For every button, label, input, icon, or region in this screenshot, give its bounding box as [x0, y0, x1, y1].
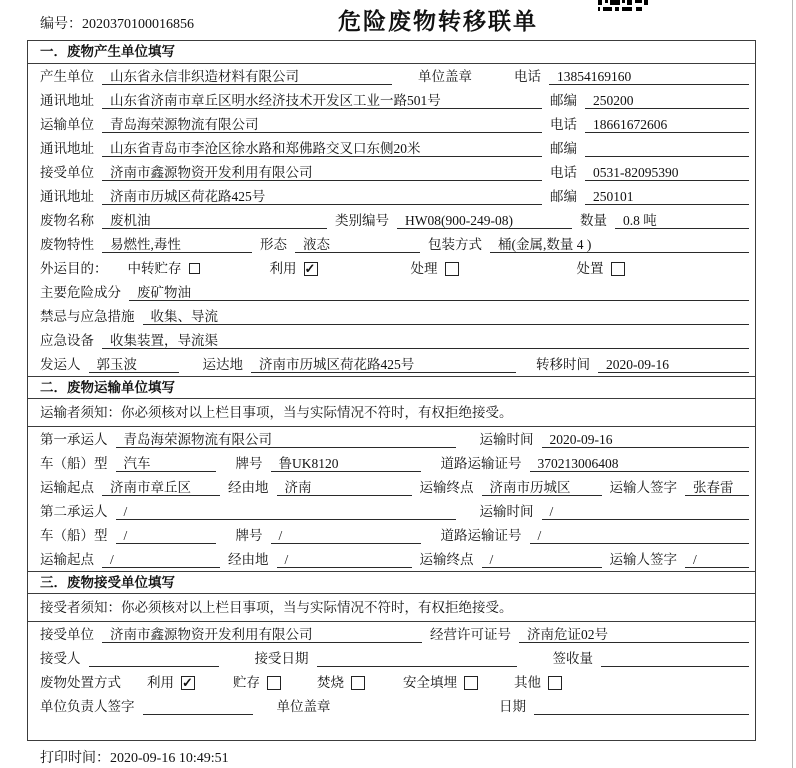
transporter-value: 青岛海荣源物流有限公司 — [102, 116, 542, 133]
equipment-label: 应急设备 — [40, 333, 94, 348]
transfer-time-label: 转移时间 — [536, 357, 590, 372]
disposal-option-incinerate — [317, 674, 365, 691]
category-label: 类别编号 — [335, 213, 389, 228]
date-value — [534, 698, 749, 715]
via-label: 经由地 — [228, 552, 269, 567]
row-disposal — [28, 670, 755, 694]
receipt-amount-label: 签收量 — [552, 651, 593, 666]
purpose-option-utilize — [270, 260, 318, 277]
purpose-option-treat — [411, 260, 459, 277]
page-title: 危险废物转移联单 — [338, 9, 538, 34]
vehicle-type-1-value: 汽车 — [116, 455, 216, 472]
address-label: 通讯地址 — [40, 141, 94, 156]
road-permit-label: 道路运输证号 — [440, 456, 522, 471]
producer-address-value: 山东省济南市章丘区明水经济技术开发区工业一路501号 — [102, 92, 542, 109]
license-value: 济南危证02号 — [519, 626, 749, 643]
disposal-label: 废物处置方式 — [40, 675, 121, 690]
receive-date-label: 接受日期 — [254, 651, 309, 666]
category-value: HW08(900-249-08) — [397, 212, 572, 229]
producer-value: 山东省永信非织造材料有限公司 — [102, 68, 392, 85]
serial-label: 编号： — [40, 17, 82, 32]
traits-label: 废物特性 — [40, 237, 94, 252]
print-time-label: 打印时间： — [40, 751, 110, 766]
endpoint-1-value: 济南市历城区 — [482, 479, 602, 496]
landfill-label: 安全填埋 — [403, 675, 457, 690]
endpoint-label: 运输终点 — [419, 480, 474, 495]
waste-name-value: 废机油 — [102, 212, 327, 229]
via-1-value: 济南 — [277, 479, 412, 496]
print-time-value: 2020-09-16 10:49:51 — [110, 751, 229, 766]
origin-1-value: 济南市章丘区 — [102, 479, 220, 496]
receiver-address-value: 济南市历城区荷花路425号 — [102, 188, 542, 205]
taboo-value: 收集、导流 — [143, 308, 750, 325]
address-label: 通讯地址 — [40, 189, 94, 204]
row-taboo — [28, 304, 755, 328]
plate-label: 牌号 — [235, 456, 263, 471]
transport-time-label: 运输时间 — [479, 504, 534, 519]
row-hazard — [28, 280, 755, 304]
receive-person-label: 接受人 — [40, 651, 81, 666]
row-route-2 — [28, 547, 755, 571]
transport-time-1-value: 2020-09-16 — [542, 431, 750, 448]
plate-2-value: / — [271, 527, 421, 544]
disposal-option-other — [514, 674, 562, 691]
endpoint-label: 运输终点 — [419, 552, 474, 567]
second-carrier-label: 第二承运人 — [40, 504, 108, 519]
unit-seal-label: 单位盖章 — [276, 699, 331, 714]
purpose-option-dispose — [577, 260, 625, 277]
section3-header: 三．废物接受单位填写 — [28, 571, 755, 594]
receive-person-value — [89, 650, 219, 667]
taboo-label: 禁忌与应急措施 — [40, 309, 135, 324]
dispose-label: 处置 — [576, 261, 604, 276]
quantity-value: 0.8 吨 — [615, 212, 749, 229]
row-head-sign — [28, 694, 755, 718]
carrier-sign-2-value: / — [685, 551, 749, 568]
receive-unit-label: 接受单位 — [40, 627, 94, 642]
producer-label: 产生单位 — [40, 69, 94, 84]
form-label: 形态 — [260, 237, 287, 252]
road-permit-label: 道路运输证号 — [440, 528, 522, 543]
utilize-checkbox-icon — [304, 262, 318, 276]
receipt-amount-value — [601, 650, 749, 667]
serial-number: 2020370100016856 — [82, 17, 194, 32]
transporter-address-value: 山东省青岛市李沧区徐水路和郑佛路交叉口东侧20米 — [102, 140, 542, 157]
plate-label: 牌号 — [235, 528, 263, 543]
storage-label: 贮存 — [233, 675, 260, 690]
zip-label: 邮编 — [550, 93, 577, 108]
producer-zip-value: 250200 — [585, 92, 749, 109]
section2-header: 二．废物运输单位填写 — [28, 376, 755, 399]
row-producer — [28, 64, 755, 88]
endpoint-2-value: / — [482, 551, 602, 568]
row-vehicle-2 — [28, 523, 755, 547]
incinerate-checkbox-icon — [351, 676, 365, 690]
shipper-value: 郭玉波 — [89, 356, 179, 373]
row-route-1 — [28, 475, 755, 499]
license-label: 经营许可证号 — [430, 627, 511, 642]
receiver-value: 济南市鑫源物资开发利用有限公司 — [102, 164, 542, 181]
first-carrier-label: 第一承运人 — [40, 432, 108, 447]
transporter-label: 运输单位 — [40, 117, 94, 132]
receiver-label: 接受单位 — [40, 165, 94, 180]
via-2-value: / — [277, 551, 412, 568]
page-edge-divider — [792, 0, 793, 768]
storage-checkbox-icon — [267, 676, 281, 690]
manifest-form — [27, 40, 756, 741]
unit-seal-label: 单位盖章 — [418, 69, 472, 84]
second-carrier-value: / — [116, 503, 456, 520]
head-sign-label: 单位负责人签字 — [40, 699, 135, 714]
date-label: 日期 — [499, 699, 526, 714]
transit-storage-label: 中转贮存 — [127, 261, 182, 276]
landfill-checkbox-icon — [464, 676, 478, 690]
receive-unit-value: 济南市鑫源物资开发利用有限公司 — [102, 626, 422, 643]
transport-time-2-value: / — [542, 503, 750, 520]
head-sign-value — [143, 698, 253, 715]
row-equipment — [28, 328, 755, 352]
section1-header: 一．废物产生单位填写 — [28, 41, 755, 64]
zip-label: 邮编 — [550, 141, 577, 156]
origin-label: 运输起点 — [40, 552, 94, 567]
utilize-label: 利用 — [147, 675, 174, 690]
transit-storage-checkbox-icon — [189, 263, 200, 274]
receiver-notice: 接受者须知：你必须核对以上栏目事项，当与实际情况不符时，有权拒绝接受。 — [28, 594, 755, 622]
vehicle-type-label: 车（船）型 — [40, 456, 108, 471]
zip-label: 邮编 — [550, 189, 577, 204]
hazard-value: 废矿物油 — [129, 284, 749, 301]
disposal-option-storage — [233, 674, 281, 691]
row-receiver-address — [28, 184, 755, 208]
row-producer-address — [28, 88, 755, 112]
destination-value: 济南市历城区荷花路425号 — [251, 356, 516, 373]
utilize-checkbox-icon — [181, 676, 195, 690]
disposal-option-utilize — [147, 674, 195, 691]
receive-date-value — [317, 650, 517, 667]
destination-label: 运达地 — [202, 357, 243, 372]
receiver-zip-value: 250101 — [585, 188, 749, 205]
row-vehicle-1 — [28, 451, 755, 475]
waste-name-label: 废物名称 — [40, 213, 94, 228]
treat-checkbox-icon — [445, 262, 459, 276]
via-label: 经由地 — [228, 480, 269, 495]
origin-2-value: / — [102, 551, 220, 568]
packing-label: 包装方式 — [428, 237, 482, 252]
carrier-sign-label: 运输人签字 — [609, 480, 677, 495]
transfer-time-value: 2020-09-16 — [598, 356, 749, 373]
transporter-phone-value: 18661672606 — [585, 116, 749, 133]
traits-value: 易燃性,毒性 — [102, 236, 252, 253]
row-receive-person — [28, 646, 755, 670]
disposal-option-landfill — [403, 674, 478, 691]
shipper-label: 发运人 — [40, 357, 81, 372]
other-checkbox-icon — [548, 676, 562, 690]
treat-label: 处理 — [410, 261, 438, 276]
road-permit-2-value: / — [530, 527, 750, 544]
purpose-option-transit-storage — [128, 260, 200, 277]
row-second-carrier — [28, 499, 755, 523]
form-value: 液态 — [295, 236, 420, 253]
row-waste-name — [28, 208, 755, 232]
row-transporter-address — [28, 136, 755, 160]
address-label: 通讯地址 — [40, 93, 94, 108]
utilize-label: 利用 — [269, 261, 297, 276]
phone-label: 电话 — [514, 69, 541, 84]
other-label: 其他 — [514, 675, 541, 690]
origin-label: 运输起点 — [40, 480, 94, 495]
receiver-phone-value: 0531-82095390 — [585, 164, 749, 181]
hazard-label: 主要危险成分 — [40, 285, 121, 300]
road-permit-1-value: 370213006408 — [530, 455, 750, 472]
transport-time-label: 运输时间 — [479, 432, 534, 447]
incinerate-label: 焚烧 — [317, 675, 344, 690]
transporter-notice: 运输者须知：你必须核对以上栏目事项，当与实际情况不符时，有权拒绝接受。 — [28, 399, 755, 427]
producer-phone-value: 13854169160 — [549, 68, 749, 85]
vehicle-type-2-value: / — [116, 527, 216, 544]
row-waste-traits — [28, 232, 755, 256]
dispose-checkbox-icon — [611, 262, 625, 276]
row-receive-unit — [28, 622, 755, 646]
phone-label: 电话 — [550, 117, 577, 132]
packing-value: 桶(金属,数量 4 ) — [490, 236, 749, 253]
quantity-label: 数量 — [580, 213, 607, 228]
phone-label: 电话 — [550, 165, 577, 180]
carrier-sign-1-value: 张春雷 — [685, 479, 749, 496]
plate-1-value: 鲁UK8120 — [271, 455, 421, 472]
vehicle-type-label: 车（船）型 — [40, 528, 108, 543]
row-shipper — [28, 352, 755, 376]
row-receiver — [28, 160, 755, 184]
row-transporter — [28, 112, 755, 136]
row-purpose — [28, 256, 755, 280]
carrier-sign-label: 运输人签字 — [609, 552, 677, 567]
print-time-line — [40, 747, 229, 767]
transporter-zip-value — [585, 140, 749, 157]
row-first-carrier — [28, 427, 755, 451]
first-carrier-value: 青岛海荣源物流有限公司 — [116, 431, 456, 448]
purpose-label: 外运目的： — [40, 261, 108, 276]
equipment-value: 收集装置，导流渠 — [102, 332, 749, 349]
